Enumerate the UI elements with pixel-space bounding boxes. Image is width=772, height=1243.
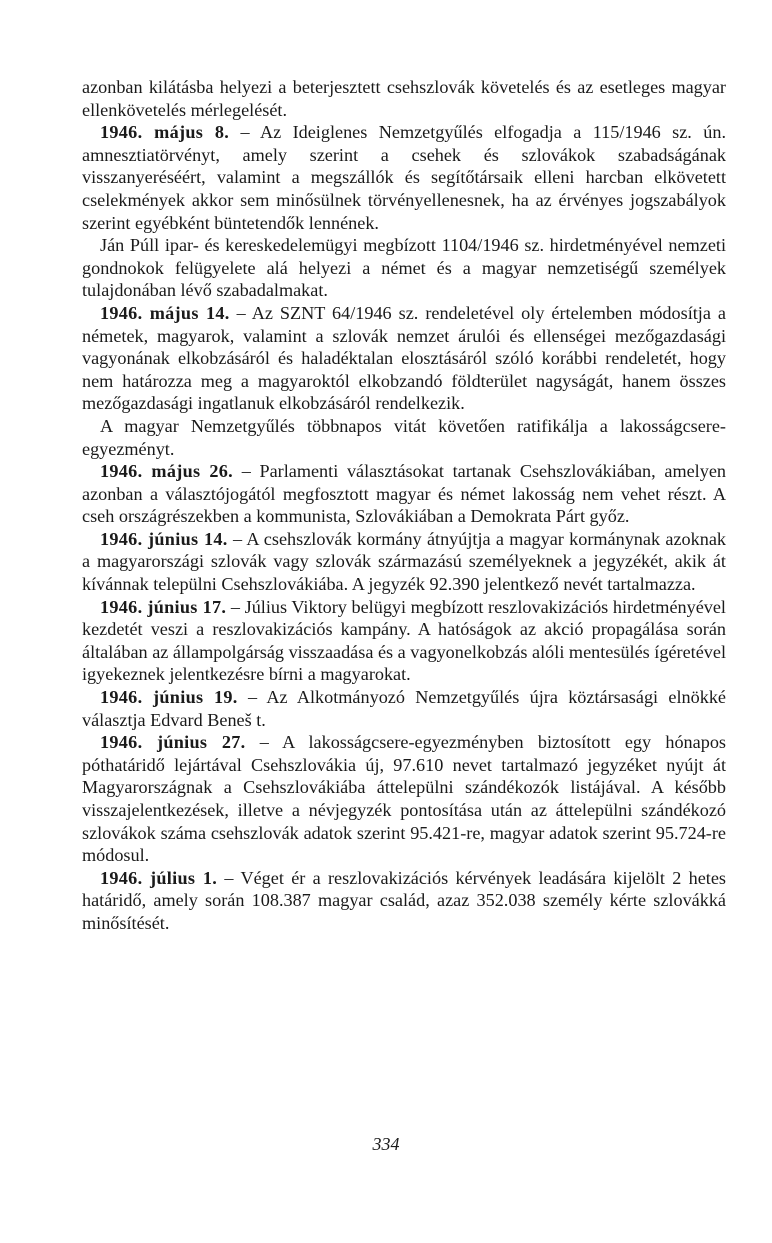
entry-text: – Véget ér a reszlovakizációs kérvények leadására kijelölt 2 hetes határidő, amely során 108.387 magyar család, azaz 352.038 személy kérte szlovákká minősítését. (82, 867, 726, 933)
entry-date: 1946. június 19. (100, 687, 238, 708)
chronology-entry (82, 596, 726, 686)
chronology-entry (82, 302, 726, 415)
chronology-entry (82, 731, 726, 867)
entry-text: – A csehszlovák kormány átnyújtja a magyar kormánynak azoknak a magyarországi szlovák vagy szlovák származású személyeknek a jegyzékét, akik át kívánnak települni Csehszlovákiába. A jegyzék 92.390 jelentkező nevét tartalmazza. (82, 528, 726, 595)
entry-date: 1946. május 8. (100, 122, 230, 143)
entry-text: – Az Alkotmányozó Nemzetgyűlés újra köztársasági elnökké választja Edvard Beneš t. (82, 687, 726, 730)
chronology-entry (82, 528, 726, 596)
entry-text: – Parlamenti választásokat tartanak Csehszlovákiában, amelyen azonban a választójogától megfosztott magyar és német lakosság nem vehet részt. A cseh országrészekben a kommunista, Szlovákiában a Demokrata Párt győz. (82, 461, 726, 527)
chronology-paragraph (82, 415, 726, 460)
chronology-entry (82, 460, 726, 528)
entry-date: 1946. július 1. (100, 867, 218, 888)
entry-text: – Július Viktory belügyi megbízott reszlovakizációs hirdetményével kezdetét veszi a reszlovakizációs kampány. A hatóságok az akció propagálása során általában az állampolgárság visszaadása és a vagyonelkobzás alóli mentesülés ígéretével igyekeznek jelentkezésre bírni a magyarokat. (82, 596, 726, 685)
paragraph-continuation (82, 76, 726, 121)
paragraph-text: azonban kilátásba helyezi a beterjesztett csehszlovák követelés és az esetleges magyar ellenkövetelés mérlegelését. (82, 77, 726, 120)
paragraph-text: Ján Púll ipar- és kereskedelemügyi megbízott 1104/1946 sz. hirdetményével nemzeti gondnokok felügyelete alá helyezi a német és a magyar nemzetiségű személyek tulajdonában lévő szabadalmakat. (82, 235, 726, 301)
body-text (82, 76, 726, 935)
chronology-entry (82, 686, 726, 731)
entry-date: 1946. június 27. (100, 732, 246, 753)
entry-text: – A lakosságcsere-egyezményben biztosított egy hónapos póthatáridő lejártával Csehszlovákia új, 97.610 nevet tartalmazó jegyzéket nyújt át Magyarországnak a Csehszlovákiába áttelepülni szándékozók listájával. A később visszajelentkezések, illetve a névjegyzék pontosítása után az áttelepülni szándékozó szlovákok száma csehszlovák adatok szerint 95.421-re, magyar adatok szerint 95.724-re módosul. (82, 732, 726, 866)
entry-date: 1946. május 14. (100, 302, 230, 323)
chronology-paragraph (82, 234, 726, 302)
chronology-entry (82, 867, 726, 935)
entry-date: 1946. május 26. (100, 461, 234, 482)
chronology-entry (82, 121, 726, 234)
entry-date: 1946. június 17. (100, 596, 227, 617)
page-number: 334 (372, 1134, 400, 1154)
entry-date: 1946. június 14. (100, 528, 228, 549)
entry-text: – Az Ideiglenes Nemzetgyűlés elfogadja a 115/1946 sz. ún. amnesztiatörvényt, amely szerint a csehek és szlovákok szabadságának visszanyeréséért, valamint a megszállók és segítőtársaik elleni harcban elkövetett cselekmények akkor sem minősülnek törvényellenesnek, ha az érvényes jogszabályok szerint egyébként büntetendők lennének. (82, 122, 726, 233)
paragraph-text: A magyar Nemzetgyűlés többnapos vitát követően ratifikálja a lakosságcsere-egyezményt. (82, 415, 726, 459)
entry-text: – Az SZNT 64/1946 sz. rendeletével oly értelemben módosítja a németek, magyarok, valamint a szlovák nemzet árulói és ellenségei mezőgazdasági vagyonának elkobzásáról és haladéktalan elosztásáról szóló korábbi rendeletét, hogy nem határozza meg a magyaroktól elkobzandó földterület nagyságát, hanem összes mezőgazdasági ingatlanuk elkobzásáról rendelkezik. (82, 302, 726, 414)
